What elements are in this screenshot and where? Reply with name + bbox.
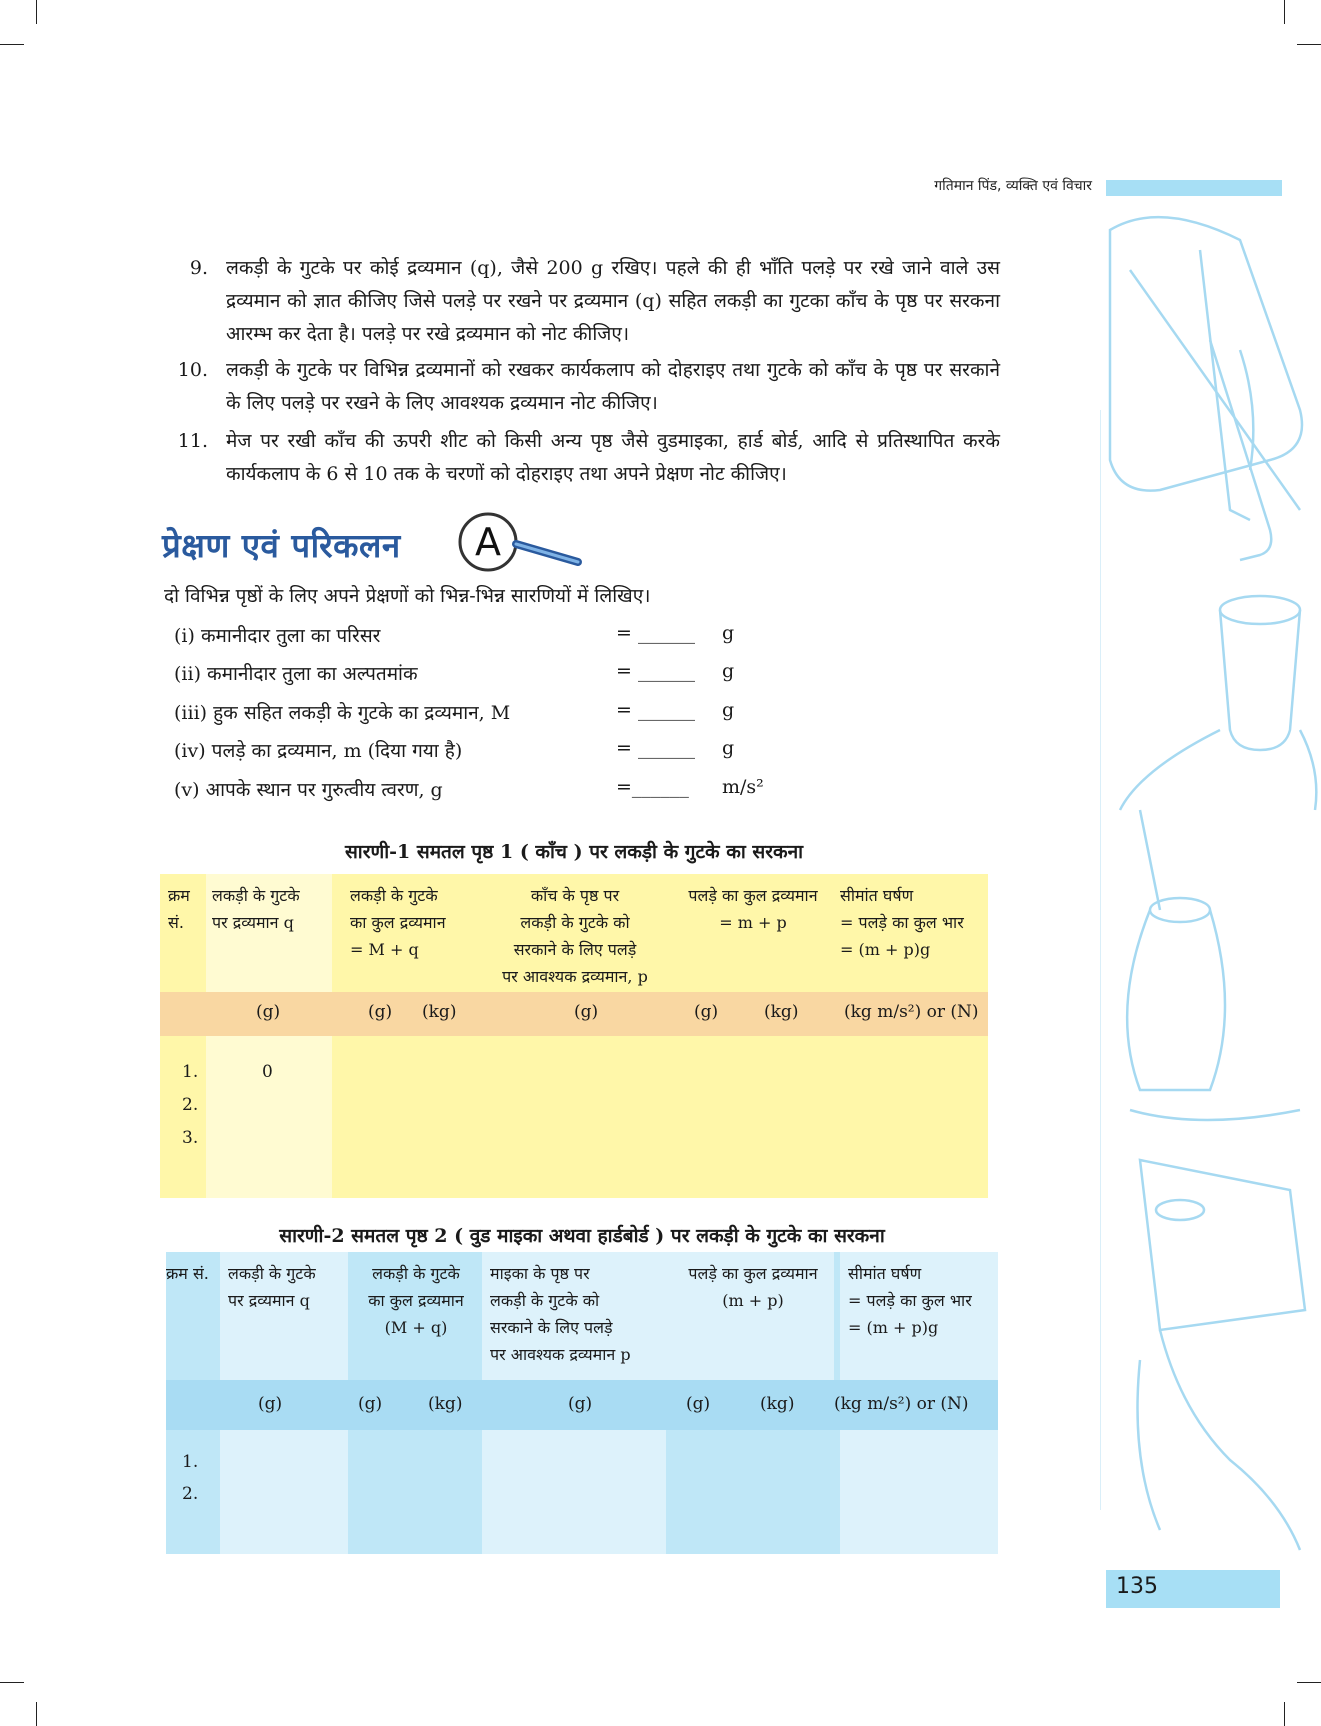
observation-unit: m/s² bbox=[722, 776, 764, 798]
section-title: प्रेक्षण एवं परिकलन bbox=[162, 526, 401, 565]
table1-header-p: काँच के पृष्ठ पर लकड़ी के गुटके को सरकाने के लिए पलड़े पर आवश्यक द्रव्यमान, p bbox=[502, 886, 648, 986]
table2-header-p: माइका के पृष्ठ पर लकड़ी के गुटके को सरकाने के लिए पलड़े पर आवश्यक द्रव्यमान p bbox=[490, 1264, 631, 1364]
observation-unit: g bbox=[722, 622, 735, 644]
table1-header-friction: सीमांत घर्षण = पलड़े का कुल भार = (m + p)g bbox=[840, 886, 964, 959]
unit-cell: (g) bbox=[694, 1002, 719, 1022]
step-11 bbox=[170, 425, 1000, 491]
step-text: लकड़ी के गुटके पर विभिन्न द्रव्यमानों को रखकर कार्यकलाप को दोहराइए तथा गुटके को काँच के पृष्ठ पर सरकाने के लिए पलड़े पर रखने के लिए आवश्यक द्रव्यमान नोट कीजिए। bbox=[226, 359, 1000, 414]
table1-header-q: लकड़ी के गुटके पर द्रव्यमान q bbox=[212, 886, 300, 932]
intro-text: दो विभिन्न पृष्ठों के लिए अपने प्रेक्षणों को भिन्न-भिन्न सारणियों में लिखिए। bbox=[164, 585, 651, 607]
observation-blank: = ______ bbox=[616, 622, 695, 644]
table1 bbox=[160, 874, 988, 1198]
observation-blank: =______ bbox=[616, 776, 689, 798]
unit-cell: (g) bbox=[574, 1002, 599, 1022]
table2-header-friction: सीमांत घर्षण = पलड़े का कुल भार = (m + p)g bbox=[848, 1264, 972, 1337]
observation-label: (ii) कमानीदार तुला का अल्पतमांक bbox=[174, 663, 418, 685]
unit-cell: (g) bbox=[256, 1002, 281, 1022]
row-number: 2. bbox=[182, 1484, 199, 1504]
table1-caption: सारणी-1 समतल पृष्ठ 1 ( काँच ) पर लकड़ी के गुटके का सरकना bbox=[344, 841, 804, 863]
observation-blank: = ______ bbox=[616, 660, 695, 682]
step-text: लकड़ी के गुटके पर कोई द्रव्यमान (q), जैसे 200 g रखिए। पहले की ही भाँति पलड़े पर रखे जाने वाले उस द्रव्यमान को ज्ञात कीजिए जिसे पलड़े पर रखने पर द्रव्यमान (q) सहित लकड़ी का गुटका काँच के पृष्ठ पर सरकना आरम्भ कर देता है। पलड़े पर रखे द्रव्यमान को नोट कीजिए। bbox=[226, 257, 1000, 345]
crop-mark bbox=[1297, 1682, 1321, 1683]
crop-mark bbox=[0, 1682, 24, 1683]
observation-label: (iv) पलड़े का द्रव्यमान, m (दिया गया है) bbox=[174, 740, 463, 762]
unit-cell: (kg) bbox=[760, 1394, 795, 1414]
unit-cell: (g) bbox=[368, 1002, 393, 1022]
table2-header-total-mass: लकड़ी के गुटके का कुल द्रव्यमान (M + q) bbox=[368, 1264, 464, 1337]
unit-cell: (kg m/s²) or (N) bbox=[844, 1002, 979, 1022]
unit-cell: (g) bbox=[358, 1394, 383, 1414]
step-number: 10. bbox=[177, 359, 208, 381]
step-number: 11. bbox=[177, 430, 208, 452]
table1-header-pan-mass: पलड़े का कुल द्रव्यमान = m + p bbox=[688, 886, 818, 932]
observation-blank: = ______ bbox=[616, 699, 695, 721]
crop-mark bbox=[1297, 44, 1321, 45]
table2-data-cell bbox=[220, 1430, 348, 1554]
row-number: 1. bbox=[182, 1062, 199, 1082]
row-number: 3. bbox=[182, 1128, 199, 1148]
crop-mark bbox=[36, 0, 37, 24]
observation-row bbox=[174, 660, 794, 690]
observation-unit: g bbox=[722, 737, 735, 759]
header-bar bbox=[1106, 180, 1282, 196]
table2-data-cell bbox=[482, 1430, 666, 1554]
observation-unit: g bbox=[722, 660, 735, 682]
row-number: 2. bbox=[182, 1095, 199, 1115]
crop-mark bbox=[0, 44, 24, 45]
unit-cell: (kg) bbox=[428, 1394, 463, 1414]
unit-cell: (kg) bbox=[764, 1002, 799, 1022]
table2-header-serial: क्रम सं. bbox=[166, 1264, 209, 1283]
table2-header-pan-mass: पलड़े का कुल द्रव्यमान (m + p) bbox=[688, 1264, 818, 1310]
table1-header-total-mass: लकड़ी के गुटके का कुल द्रव्यमान = M + q bbox=[350, 886, 446, 959]
section-badge: A bbox=[475, 520, 501, 564]
step-number: 9. bbox=[189, 257, 208, 279]
observation-blank: = ______ bbox=[616, 737, 695, 759]
table2 bbox=[166, 1252, 998, 1554]
first-row-value: 0 bbox=[262, 1062, 273, 1082]
step-10 bbox=[170, 354, 1000, 420]
observation-label: (iii) हुक सहित लकड़ी के गुटके का द्रव्यमान, M bbox=[174, 702, 511, 724]
step-9 bbox=[170, 252, 1000, 351]
page-number: 135 bbox=[1116, 1574, 1158, 1599]
observation-row bbox=[174, 776, 794, 806]
crop-mark bbox=[1284, 1702, 1285, 1726]
observation-row bbox=[174, 699, 794, 729]
observation-row bbox=[174, 622, 794, 652]
observation-row bbox=[174, 737, 794, 767]
lab-glassware-illustration bbox=[1100, 210, 1321, 1560]
unit-cell: (g) bbox=[258, 1394, 283, 1414]
observation-unit: g bbox=[722, 699, 735, 721]
unit-cell: (g) bbox=[686, 1394, 711, 1414]
unit-cell: (g) bbox=[568, 1394, 593, 1414]
table2-caption: सारणी-2 समतल पृष्ठ 2 ( वुड माइका अथवा हार्डबोर्ड ) पर लकड़ी के गुटके का सरकना bbox=[279, 1225, 885, 1247]
running-title: गतिमान पिंड, व्यक्ति एवं विचार bbox=[934, 178, 1092, 194]
observation-label: (i) कमानीदार तुला का परिसर bbox=[174, 625, 381, 647]
row-number: 1. bbox=[182, 1452, 199, 1472]
table2-header-q: लकड़ी के गुटके पर द्रव्यमान q bbox=[228, 1264, 316, 1310]
observation-label: (v) आपके स्थान पर गुरुत्वीय त्वरण, g bbox=[174, 779, 443, 801]
table2-data-cell bbox=[840, 1430, 998, 1554]
step-text: मेज पर रखी काँच की ऊपरी शीट को किसी अन्य पृष्ठ जैसे वुडमाइका, हार्ड बोर्ड, आदि से प्रतिस्थापित करके कार्यकलाप के 6 से 10 तक के चरणों को दोहराइए तथा अपने प्रेक्षण नोट कीजिए। bbox=[226, 430, 1000, 485]
table1-header-serial: क्रम सं. bbox=[168, 886, 190, 932]
crop-mark bbox=[36, 1702, 37, 1726]
crop-mark bbox=[1284, 0, 1285, 24]
unit-cell: (kg) bbox=[422, 1002, 457, 1022]
unit-cell: (kg m/s²) or (N) bbox=[834, 1394, 969, 1414]
